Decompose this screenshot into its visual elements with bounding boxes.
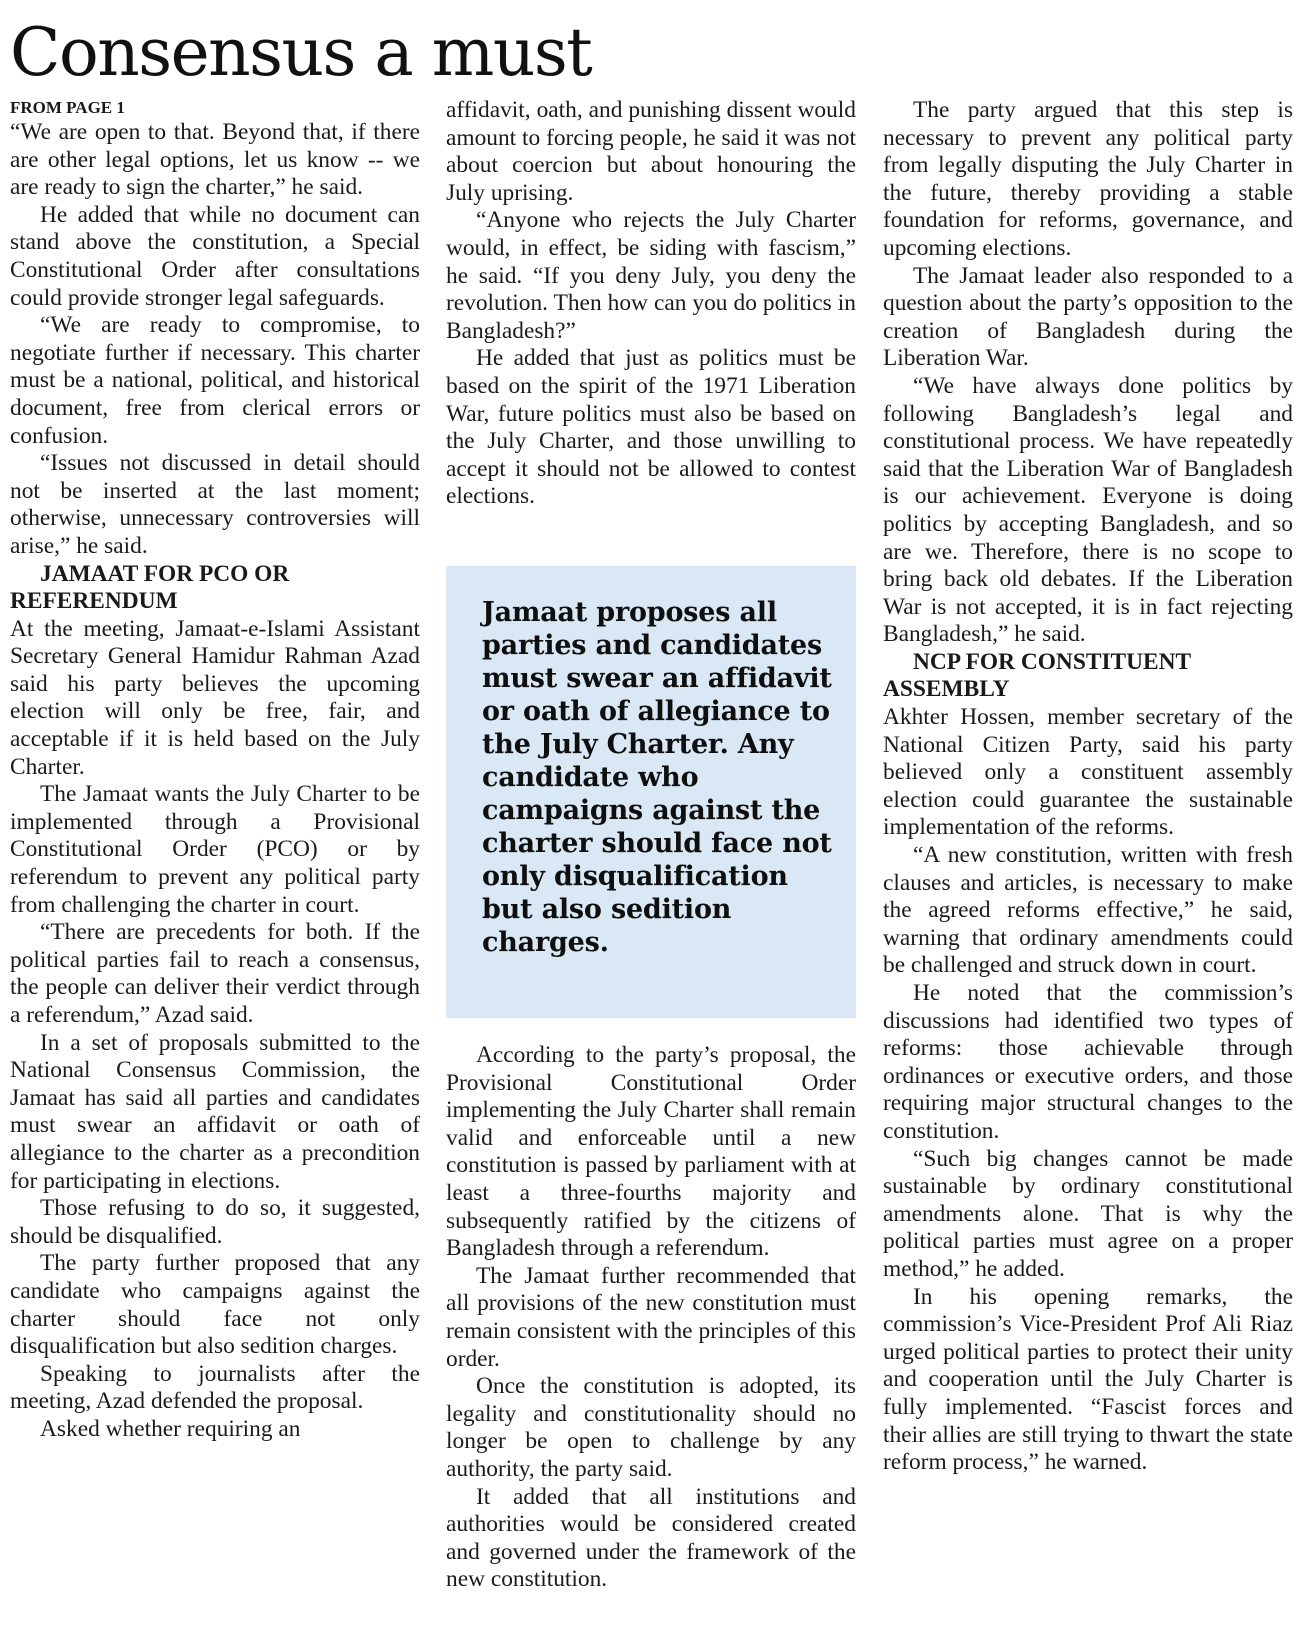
- column-2-top: [446, 97, 856, 511]
- paragraph: “A new constitution, written with fresh clauses and articles, is necessary to make the agreed reforms effective,” he said, warning that ordinary amendments could be challenged and struck down in court.: [883, 842, 1293, 979]
- paragraph: The party further proposed that any candidate who campaigns against the charter should face not only disqualification but also sedition charges.: [10, 1250, 420, 1360]
- paragraph: Once the constitution is adopted, its legality and constitutionality should no longer be open to challenge by any authority, the party said.: [446, 1373, 856, 1482]
- pull-quote-text: Jamaat proposes all parties and candidates must swear an affidavit or oath of allegiance to the July Charter. Any candidate who campaigns against the charter should face not only disqualification but also sedition charges.: [482, 597, 832, 958]
- paragraph: The Jamaat further recommended that all provisions of the new constitution must remain consistent with the principles of this order.: [446, 1262, 856, 1372]
- paragraph: Those refusing to do so, it suggested, should be disqualified.: [10, 1195, 420, 1249]
- paragraph: It added that all institutions and authorities would be considered created and governed under the framework of the new constitution.: [446, 1483, 856, 1593]
- paragraph: He added that while no document can stand above the constitution, a Special Constitutional Order after consultations could provide stronger legal safeguards.: [10, 201, 420, 311]
- headline: Consensus a must: [10, 14, 592, 91]
- paragraph: “There are precedents for both. If the political parties fail to reach a consensus, the people can deliver their verdict through a referendum,” Azad said.: [10, 919, 420, 1028]
- subhead-ncp: NCP FOR CONSTITUENT ASSEMBLY: [883, 648, 1191, 703]
- paragraph: The party argued that this step is necessary to prevent any political party from legally disputing the July Charter in the future, thereby providing a stable foundation for reforms, governance, and upcoming elections.: [883, 97, 1293, 261]
- paragraph: “Issues not discussed in detail should not be inserted at the last moment; otherwise, unnecessary controversies will arise,” he said.: [10, 450, 420, 559]
- paragraph: “Such big changes cannot be made sustainable by ordinary constitutional amendments alone. That is why the political parties must agree on a proper method,” he added.: [883, 1145, 1293, 1282]
- column-1: [10, 97, 420, 1444]
- paragraph: “We are ready to compromise, to negotiate further if necessary. This charter must be a national, political, and historical document, free from clerical errors or confusion.: [10, 312, 420, 449]
- pull-quote-box: [446, 566, 856, 1018]
- paragraph: He added that just as politics must be based on the spirit of the 1971 Liberation War, future politics must also be based on the July Charter, and those unwilling to accept it should not be allowed to contest elections.: [446, 345, 856, 510]
- paragraph: “Anyone who rejects the July Charter would, in effect, be siding with fascism,” he said. “If you deny July, you deny the revolution. Then how can you do politics in Bangladesh?”: [446, 207, 856, 344]
- paragraph: According to the party’s proposal, the Provisional Constitutional Order implementing the July Charter shall remain valid and enforceable until a new constitution is passed by parliament with at least a three-fourths majority and subsequently ratified by the citizens of Bangladesh through a referendum.: [446, 1042, 856, 1262]
- paragraph: Speaking to journalists after the meeting, Azad defended the proposal.: [10, 1360, 420, 1415]
- paragraph: The Jamaat leader also responded to a question about the party’s opposition to the creation of Bangladesh during the Liberation War.: [883, 262, 1293, 372]
- paragraph: Akhter Hossen, member secretary of the National Citizen Party, said his party believed only a constituent assembly election could guarantee the sustainable implementation of the reforms.: [883, 704, 1293, 841]
- paragraph: affidavit, oath, and punishing dissent would amount to forcing people, he said it was not about coercion but about honouring the July uprising.: [446, 97, 856, 206]
- paragraph: “We are open to that. Beyond that, if there are other legal options, let us know -- we are ready to sign the charter,” he said.: [10, 119, 420, 201]
- column-2-bottom: [446, 1042, 856, 1594]
- paragraph: Asked whether requiring an: [40, 1415, 301, 1442]
- subhead-jamaat: JAMAAT FOR PCO OR REFERENDUM: [10, 560, 290, 615]
- from-page-label: FROM PAGE 1: [10, 98, 125, 117]
- paragraph: “We have always done politics by following Bangladesh’s legal and constitutional process. We have repeatedly said that the Liberation War of Bangladesh is our achievement. Everyone is doing politics by accepting Bangladesh, and so are we. Therefore, there is no scope to bring back old debates. If the Liberation War is not accepted, it is in fact rejecting Bangladesh,” he said.: [883, 372, 1293, 648]
- paragraph: In a set of proposals submitted to the National Consensus Commission, the Jamaat has said all parties and candidates must swear an affidavit or oath of allegiance to the charter as a precondition for participating in elections.: [10, 1029, 420, 1194]
- column-3: [883, 97, 1293, 1477]
- paragraph: At the meeting, Jamaat-e-Islami Assistant Secretary General Hamidur Rahman Azad said his party believes the upcoming election will only be free, fair, and acceptable if it is held based on the July Charter.: [10, 615, 420, 780]
- paragraph: In his opening remarks, the commission’s Vice-President Prof Ali Riaz urged political parties to protect their unity and cooperation until the July Charter is fully implemented. “Fascist forces and their allies are still trying to thwart the state reform process,” he warned.: [883, 1283, 1293, 1476]
- paragraph: The Jamaat wants the July Charter to be implemented through a Provisional Constitutional Order (PCO) or by referendum to prevent any political party from challenging the charter in court.: [10, 781, 420, 918]
- paragraph: He noted that the commission’s discussions had identified two types of reforms: those achievable through ordinances or executive orders, and those requiring major structural changes to the constitution.: [883, 980, 1293, 1144]
